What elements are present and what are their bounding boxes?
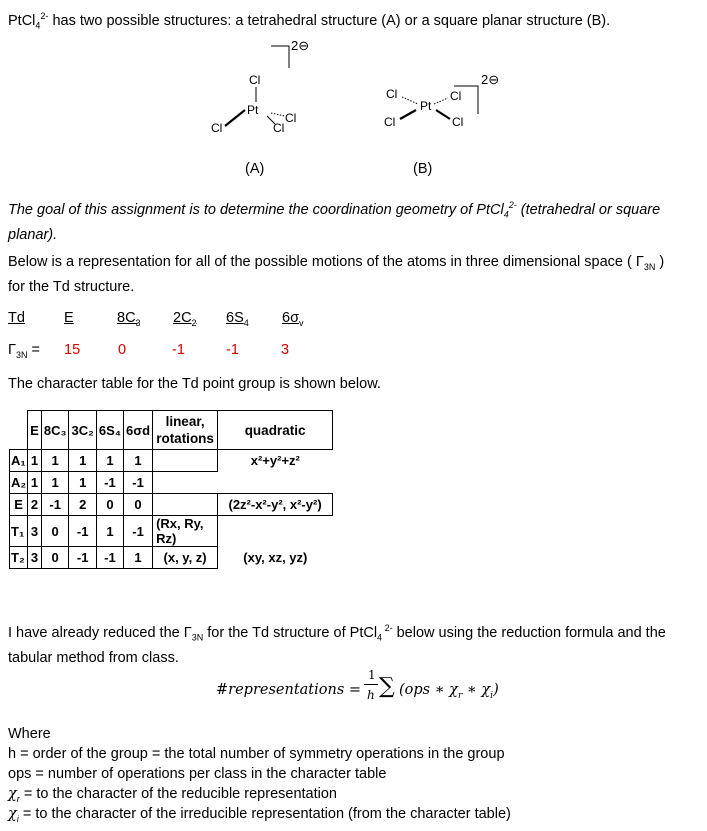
atom-pt-b: Pt [420,99,432,113]
char-table-row [10,472,333,494]
char-table-cell: T₂ [10,547,28,569]
char-table-cell: -1 [96,472,123,494]
gamma-label: $\Gamma_{3N}$ = [8,342,41,360]
char-table-cell: -1 [124,472,153,494]
atom-cl-right-lower-a: Cl [273,121,285,135]
char-table-cell: E [10,494,28,516]
char-table-cell: 0 [96,494,123,516]
char-table-row [10,547,333,569]
char-table-cell: 1 [124,547,153,569]
char-table-cell: 0 [41,547,69,569]
gamma-header-2c2: $2C_2$ [173,310,197,328]
formula-num: 1 [368,668,376,682]
gamma-value-6s4: -1 [226,342,239,358]
char-table-header-op: 6σd [124,411,153,450]
formula-den: h [367,688,375,702]
formula-fraction-bar [364,684,378,685]
atom-cl-upper-right-b: Cl [450,89,462,103]
char-table-cell: 3 [28,547,42,569]
charge-label-a: 2⊖ [291,38,310,53]
gamma-header-td: Td [8,310,25,326]
gamma-value-8c3: 0 [118,342,127,358]
formula-body: (ops ∗ $\chi_r$ ∗ $\chi_i$) [399,682,499,701]
molecule-b-diagram [378,64,528,144]
char-table-cell: 0 [41,516,69,547]
char-table-cell: -1 [124,516,153,547]
char-table-cell: (Rx, Ry, Rz) [153,516,218,547]
where-ops-line: ops = number of operations per class in the character table [8,766,387,782]
char-table-cell: A₂ [10,472,28,494]
char-table-cell: -1 [41,494,69,516]
atom-pt-a: Pt [247,103,259,117]
char-table-row [10,494,333,516]
gamma-value-2c2: -1 [172,342,185,358]
char-table-cell [153,494,218,516]
char-table-cell: -1 [96,547,123,569]
char-table-cell [218,472,333,494]
where-title: Where [8,726,51,742]
char-table-cell: 2 [28,494,42,516]
where-xi-line: $\chi_i$ = to the character of the irreducible representation (from the character table) [8,806,511,824]
char-table-cell: 1 [69,472,96,494]
char-table-cell: A₁ [10,450,28,472]
goal-text: The goal of this assignment is to determine the coordination geometry of PtCl$_4^{2-}$ (tetrahedral or square planar). [8,200,661,243]
atom-cl-right-upper-a: Cl [285,111,297,125]
where-h-line: h = order of the group = the total number of symmetry operations in the group [8,746,505,762]
char-table-intro: The character table for the Td point group is shown below. [8,376,381,392]
char-table-row [10,450,333,472]
char-table-cell: -1 [69,516,96,547]
char-table-cell: 1 [96,516,123,547]
char-table-cell [153,472,218,494]
char-table-cell: (2z²-x²-y², x²-y²) [218,494,333,516]
char-table-cell: 1 [41,450,69,472]
atom-cl-lower-right-b: Cl [452,115,464,129]
char-table-header-op: 3C₂ [69,411,96,450]
char-table-header-op: E [28,411,42,450]
char-table-cell: 1 [124,450,153,472]
gamma-header-e: E [64,310,74,326]
char-table-cell: 1 [28,450,42,472]
char-table-row [10,516,333,547]
below-text: Below is a representation for all of the possible motions of the atoms in three dimensional space ( $\Gamma_{3N}$ ) for the Td structure. [8,254,665,295]
char-table-cell: 1 [41,472,69,494]
caption-a: (A) [245,161,265,177]
char-table-header-op: 8C₃ [41,411,69,450]
gamma-header-6s4: $6S_4$ [226,310,249,328]
char-table-cell: 3 [28,516,42,547]
atom-cl-top-a: Cl [249,73,261,87]
intro-text: PtCl$_4^{2-}$ has two possible structures: a tetrahedral structure (A) or a square planar structure (B). [8,11,611,31]
char-table-header-quadratic: quadratic [218,411,333,450]
char-table-header-linear: linear, rotations [153,411,218,450]
char-table-cell: 1 [69,450,96,472]
character-table [9,410,333,569]
char-table-header-row [10,411,333,450]
char-table-cell: (xy, xz, yz) [243,550,308,565]
bonds-b [378,64,528,144]
formula-sum: ∑ [379,674,395,699]
gamma-value-6sv: 3 [281,342,290,358]
gamma-header-6sv: $6\sigma_v$ [282,310,304,328]
charge-label-b: 2⊖ [481,72,500,87]
char-table-cell [153,450,218,472]
caption-b: (B) [413,161,433,177]
char-table-cell: 1 [96,450,123,472]
molecule-a-diagram [205,40,345,150]
where-xr-line: $\chi_r$ = to the character of the reducible representation [8,786,337,804]
gamma-value-e: 15 [64,342,81,358]
char-table-header-op: 6S₄ [96,411,123,450]
reduced-text: I have already reduced the $\Gamma_{3N}$ for the Td structure of PtCl$_4$ $^{2-}$ below using the reduction formula and the tabular method from class. [8,623,666,666]
char-table-cell: 1 [28,472,42,494]
char-table-cell: 0 [124,494,153,516]
formula-lhs: #representations = [216,682,362,698]
char-table-cell: (x, y, z) [153,547,218,569]
atom-cl-upper-left-b: Cl [386,87,398,101]
char-table-cell: T₁ [10,516,28,547]
char-table-cell: x²+y²+z² [250,453,300,469]
atom-cl-lower-left-b: Cl [384,115,396,129]
atom-cl-left-a: Cl [211,121,223,135]
char-table-corner [10,411,28,450]
char-table-cell [218,516,333,547]
char-table-cell: 2 [69,494,96,516]
gamma-header-8c3: $8C_3$ [117,310,141,328]
char-table-cell: -1 [69,547,96,569]
